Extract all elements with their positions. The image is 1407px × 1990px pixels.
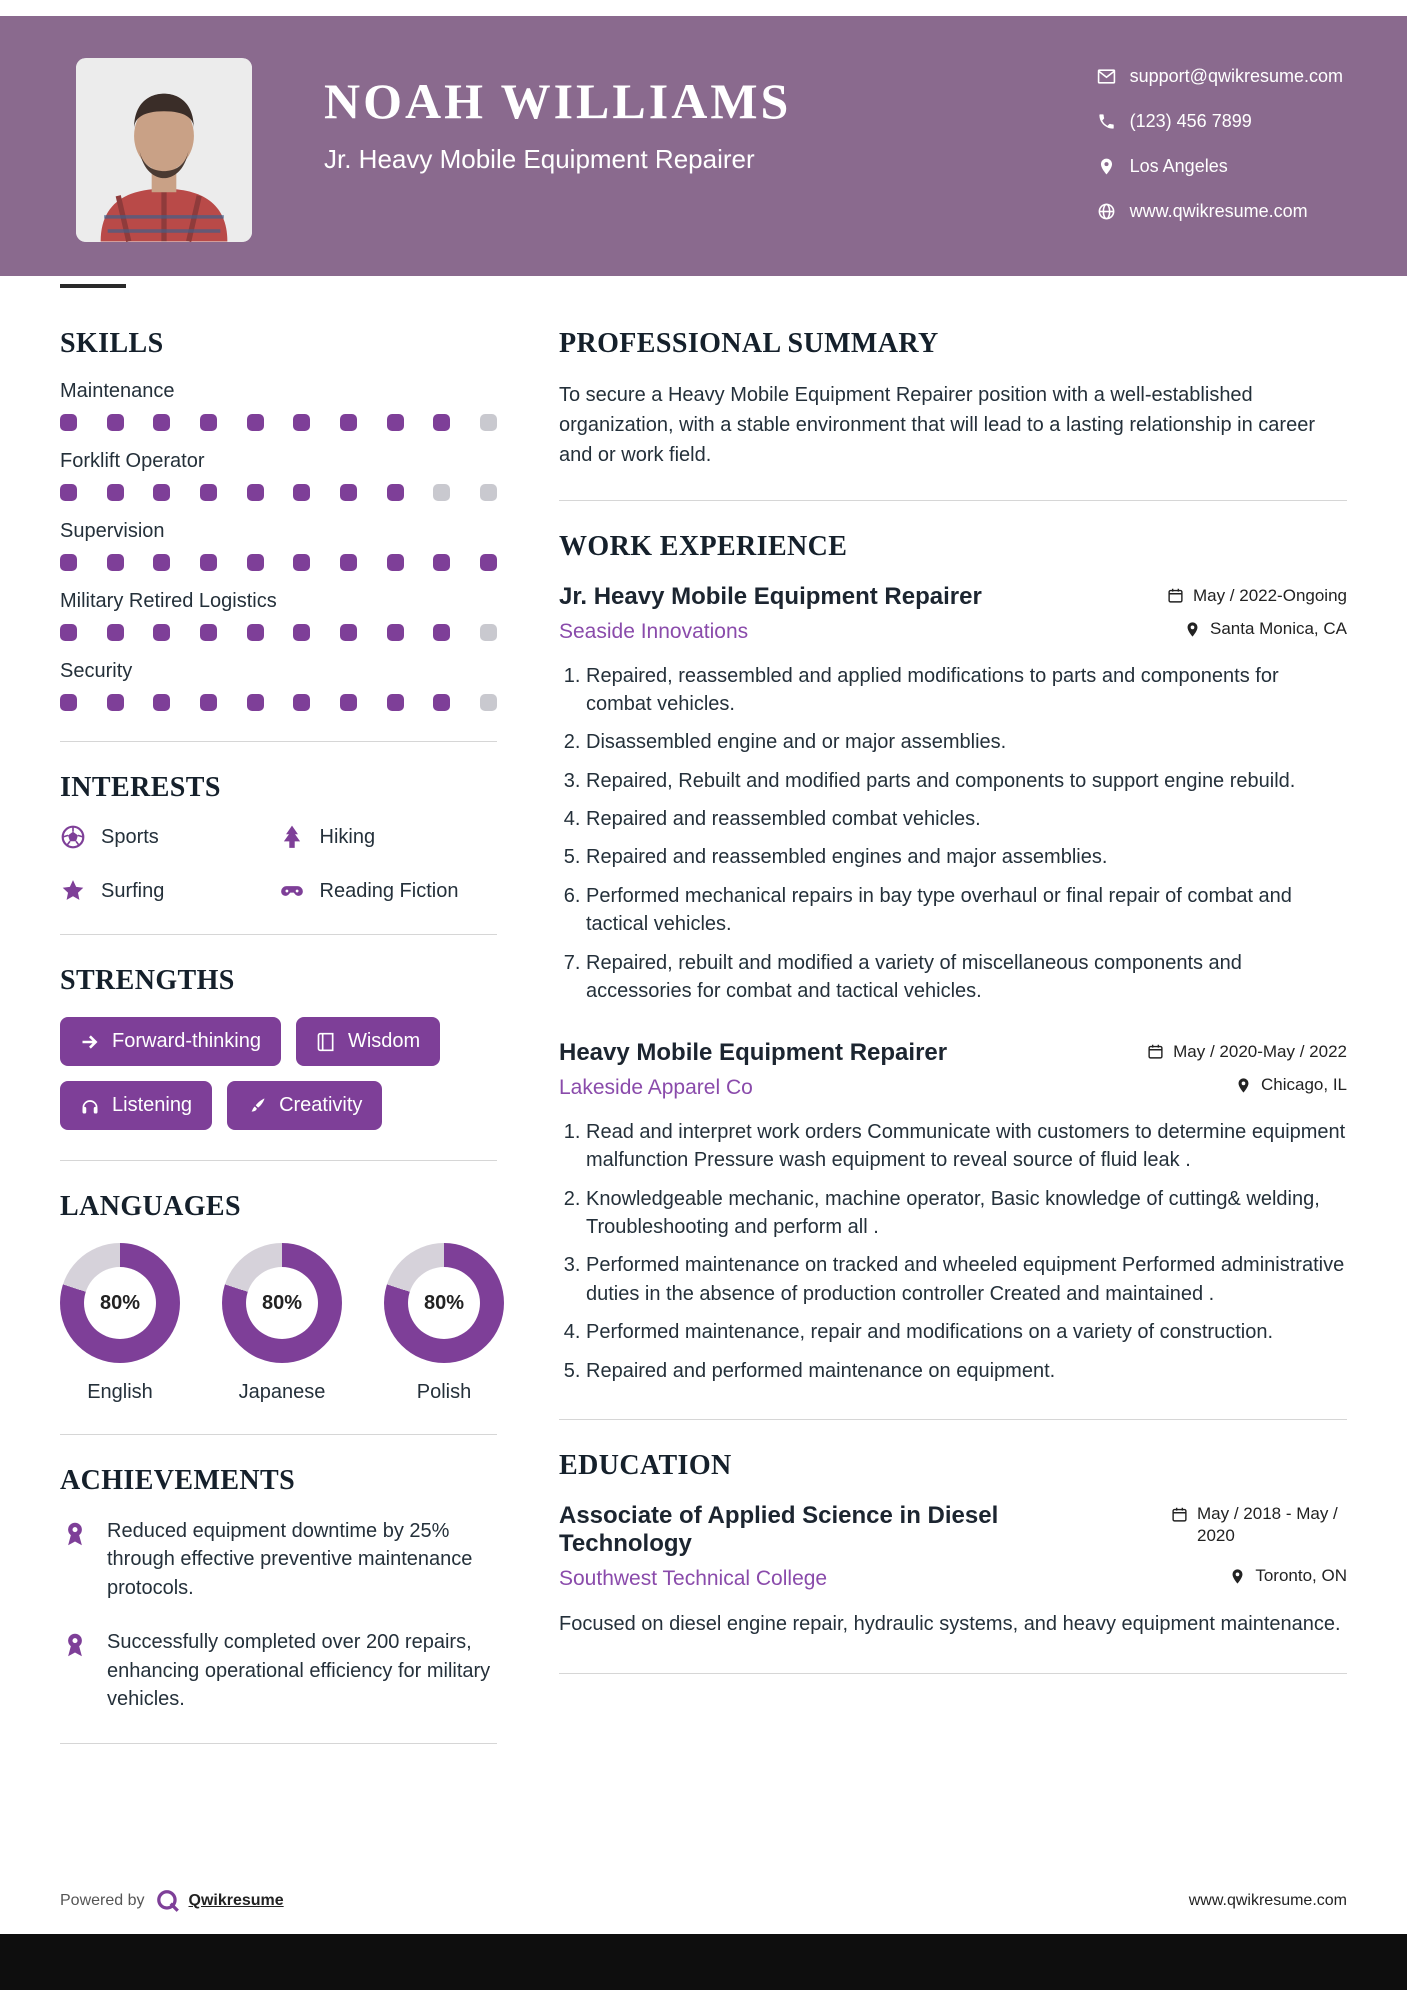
interest-item [279, 878, 498, 904]
rating-square-filled [340, 694, 357, 711]
strength-chip [227, 1081, 382, 1130]
contact-website-text: www.qwikresume.com [1129, 201, 1308, 221]
job-bullet: 7. Repaired, rebuilt and modified a variety of miscellaneous components and accessories for combat and tactical vehicles. [586, 949, 1347, 1006]
language-item [222, 1243, 342, 1404]
rating-square-filled [387, 554, 404, 571]
interest-item [60, 824, 279, 850]
job-bullet-list [559, 662, 1347, 1006]
education-heading: EDUCATION [559, 1450, 732, 1482]
interest-label: Surfing [101, 879, 165, 902]
award-icon [60, 1630, 90, 1660]
job-title: Heavy Mobile Equipment Repairer [559, 1039, 948, 1067]
job-bullet: 1. Read and interpret work orders Communicate with customers to determine equipment malfunction Pressure wash equipment to reveal source of fluid leak . [586, 1118, 1347, 1175]
job-location-text: Santa Monica, CA [1209, 619, 1347, 638]
header-divider-dash [60, 284, 126, 288]
rating-square-filled [293, 414, 310, 431]
rating-square-filled [200, 694, 217, 711]
job-bullet-list [559, 1118, 1347, 1385]
skills-heading: SKILLS [60, 328, 164, 359]
divider [559, 500, 1347, 501]
rating-square-filled [60, 414, 77, 431]
rating-square-empty [480, 694, 497, 711]
school-link[interactable]: Southwest Technical College [559, 1566, 828, 1590]
rating-square-filled [387, 624, 404, 641]
job-bullet: 4. Repaired and reassembled combat vehicles. [586, 805, 1347, 833]
identity-block [324, 72, 791, 175]
interest-item [60, 878, 279, 904]
rating-square-filled [153, 414, 170, 431]
book-icon [316, 1032, 336, 1052]
experience-entry [559, 1039, 1347, 1385]
divider [559, 1419, 1347, 1420]
calendar-icon [1167, 587, 1184, 604]
soccer-ball-icon [60, 824, 86, 850]
skill-rating [60, 624, 497, 641]
contact-location [1097, 156, 1343, 177]
brush-icon [247, 1096, 267, 1116]
skill-rating [60, 484, 497, 501]
footer-site-url: www.qwikresume.com [1188, 1892, 1347, 1909]
headphones-icon [80, 1096, 100, 1116]
job-location [1235, 1075, 1347, 1095]
calendar-icon [1147, 1043, 1164, 1060]
job-bullet: 3. Repaired, Rebuilt and modified parts and components to support engine rebuild. [586, 767, 1347, 795]
education-dates [1171, 1503, 1347, 1547]
rating-square-filled [293, 484, 310, 501]
rating-square-filled [60, 624, 77, 641]
job-bullet: 3. Performed maintenance on tracked and wheeled equipment Performed administrative duties in the absence of production controller Created and maintained . [586, 1251, 1347, 1308]
pin-icon [1184, 621, 1201, 638]
footer [60, 1888, 1347, 1914]
language-donut-chart [60, 1243, 180, 1363]
rating-square-filled [107, 554, 124, 571]
education-location [1229, 1566, 1347, 1586]
rating-square-filled [60, 554, 77, 571]
job-bullet: 4. Performed maintenance, repair and modifications on a variety of construction. [586, 1318, 1347, 1346]
interests-heading: INTERESTS [60, 772, 221, 803]
company-link[interactable]: Seaside Innovations [559, 619, 749, 643]
job-bullet: 6. Performed mechanical repairs in bay type overhaul or final repair of combat and tactical vehicles. [586, 882, 1347, 939]
contact-phone [1097, 111, 1343, 132]
skill-rating [60, 414, 497, 431]
language-percent: 80% [408, 1267, 480, 1339]
achievement-text: Reduced equipment downtime by 25% through effective preventive maintenance protocols. [107, 1520, 473, 1599]
divider [60, 934, 497, 935]
calendar-icon [1171, 1506, 1188, 1523]
languages-row [60, 1243, 497, 1404]
job-bullet: 2. Disassembled engine and or major assemblies. [586, 728, 1347, 756]
rating-square-filled [153, 484, 170, 501]
job-dates-text: May / 2022-Ongoing [1192, 585, 1347, 605]
rating-square-filled [387, 694, 404, 711]
pine-tree-icon [279, 824, 305, 850]
rating-square-filled [293, 554, 310, 571]
rating-square-filled [200, 484, 217, 501]
skill-label: Forklift Operator [60, 450, 205, 472]
globe-icon [1097, 202, 1116, 221]
job-dates [1147, 1042, 1347, 1062]
job-bullet: 2. Knowledgeable mechanic, machine operator, Basic knowledge of cutting& welding, Troubleshooting and perform all . [586, 1185, 1347, 1242]
rating-square-filled [247, 554, 264, 571]
achievement-text: Successfully completed over 200 repairs, enhancing operational efficiency for military vehicles. [107, 1631, 491, 1710]
languages-heading: LANGUAGES [60, 1191, 241, 1222]
strengths-heading: STRENGTHS [60, 965, 235, 996]
achievement-item [60, 1628, 497, 1713]
game-controller-icon [279, 878, 305, 904]
interest-label: Reading Fiction [319, 879, 459, 902]
strength-chip [60, 1017, 281, 1066]
rating-square-filled [340, 484, 357, 501]
rating-square-empty [433, 484, 450, 501]
language-item [384, 1243, 504, 1404]
skill-label: Supervision [60, 520, 165, 542]
summary-text: To secure a Heavy Mobile Equipment Repairer position with a well-established organization, with a stable environment that will lead to a lasting relationship in career and or work field. [559, 384, 1315, 466]
job-bullet: 5. Repaired and reassembled engines and major assemblies. [586, 843, 1347, 871]
rating-square-filled [247, 624, 264, 641]
rating-square-filled [433, 414, 450, 431]
rating-square-filled [387, 484, 404, 501]
rating-square-filled [480, 554, 497, 571]
strength-chip [60, 1081, 212, 1130]
job-location-text: Chicago, IL [1261, 1075, 1347, 1095]
contact-website [1097, 201, 1343, 222]
avatar-illustration [76, 58, 252, 242]
language-donut-chart [384, 1243, 504, 1363]
left-column [60, 328, 497, 1774]
divider [60, 741, 497, 742]
bottom-bar [0, 1934, 1407, 1990]
qwikresume-link[interactable]: Qwikresume [188, 1892, 284, 1909]
rating-square-filled [107, 624, 124, 641]
strength-label: Creativity [279, 1094, 363, 1116]
experience-entry [559, 583, 1347, 1005]
divider [60, 1743, 497, 1744]
skill-rating [60, 694, 497, 711]
rating-square-filled [387, 414, 404, 431]
person-title: Jr. Heavy Mobile Equipment Repairer [324, 144, 755, 174]
interest-item [279, 824, 498, 850]
rating-square-filled [153, 694, 170, 711]
contact-list [1097, 66, 1343, 222]
rating-square-filled [200, 624, 217, 641]
rating-square-filled [107, 414, 124, 431]
skill-item [60, 590, 497, 641]
language-item [60, 1243, 180, 1404]
profile-photo [76, 58, 252, 242]
powered-by-label: Powered by [60, 1892, 145, 1909]
education-dates-text: May / 2018 - May / 2020 [1197, 1504, 1338, 1546]
contact-phone-text: (123) 456 7899 [1129, 111, 1252, 131]
rating-square-filled [340, 414, 357, 431]
job-dates-text: May / 2020-May / 2022 [1173, 1041, 1347, 1061]
rating-square-filled [433, 554, 450, 571]
rating-square-filled [340, 554, 357, 571]
education-location-text: Toronto, ON [1255, 1566, 1347, 1586]
rating-square-filled [60, 484, 77, 501]
divider [60, 1160, 497, 1161]
rating-square-filled [200, 414, 217, 431]
header [0, 16, 1407, 276]
rating-square-filled [247, 484, 264, 501]
company-link[interactable]: Lakeside Apparel Co [559, 1075, 753, 1099]
rating-square-filled [107, 484, 124, 501]
right-column [559, 328, 1347, 1774]
rating-square-filled [153, 624, 170, 641]
arrow-right-icon [80, 1032, 100, 1052]
rating-square-filled [247, 694, 264, 711]
job-bullet: 5. Repaired and performed maintenance on equipment. [586, 1357, 1347, 1385]
rating-square-filled [293, 624, 310, 641]
star-icon [60, 878, 86, 904]
skill-item [60, 380, 497, 431]
strength-label: Listening [112, 1094, 193, 1116]
skill-item [60, 660, 497, 711]
language-label: English [87, 1381, 153, 1403]
contact-email-text: support@qwikresume.com [1129, 66, 1343, 86]
pin-icon [1229, 1568, 1246, 1585]
rating-square-empty [480, 414, 497, 431]
rating-square-filled [247, 414, 264, 431]
content [0, 276, 1407, 1774]
divider [60, 1434, 497, 1435]
strength-chip [296, 1017, 440, 1066]
phone-icon [1097, 112, 1116, 131]
job-bullet: 1. Repaired, reassembled and applied modifications to parts and components for combat vehicles. [586, 662, 1347, 719]
rating-square-filled [200, 554, 217, 571]
rating-square-filled [340, 624, 357, 641]
location-icon [1097, 157, 1116, 176]
language-label: Japanese [238, 1381, 326, 1403]
interests-grid [60, 824, 497, 904]
skill-item [60, 450, 497, 501]
interest-label: Sports [101, 825, 159, 848]
language-donut-chart [222, 1243, 342, 1363]
job-dates [1167, 586, 1347, 606]
rating-square-filled [433, 624, 450, 641]
skill-item [60, 520, 497, 571]
qwikresume-logo-icon [155, 1888, 181, 1914]
rating-square-filled [153, 554, 170, 571]
interest-label: Hiking [319, 825, 376, 848]
pin-icon [1235, 1077, 1252, 1094]
strength-label: Forward-thinking [112, 1030, 261, 1052]
achievements-heading: ACHIEVEMENTS [60, 1465, 296, 1496]
strength-label: Wisdom [347, 1030, 421, 1052]
contact-email [1097, 66, 1343, 87]
experience-heading: WORK EXPERIENCE [559, 531, 848, 562]
language-label: Polish [416, 1381, 472, 1403]
rating-square-empty [480, 624, 497, 641]
language-percent: 80% [246, 1267, 318, 1339]
rating-square-filled [433, 694, 450, 711]
rating-square-filled [60, 694, 77, 711]
strengths-chips [60, 1017, 497, 1130]
education-entry [559, 1502, 1347, 1639]
rating-square-empty [480, 484, 497, 501]
achievement-item [60, 1517, 497, 1602]
rating-square-filled [107, 694, 124, 711]
degree-title: Associate of Applied Science in Diesel Technology [559, 1502, 999, 1558]
skill-label: Security [60, 660, 133, 682]
divider [559, 1673, 1347, 1674]
person-name: NOAH WILLIAMS [324, 73, 792, 129]
skill-label: Maintenance [60, 380, 175, 402]
rating-square-filled [293, 694, 310, 711]
language-percent: 80% [84, 1267, 156, 1339]
contact-location-text: Los Angeles [1129, 156, 1228, 176]
job-title: Jr. Heavy Mobile Equipment Repairer [559, 583, 982, 610]
email-icon [1097, 67, 1116, 86]
job-location [1184, 619, 1347, 639]
award-icon [60, 1519, 90, 1549]
summary-heading: PROFESSIONAL SUMMARY [559, 328, 939, 359]
skill-rating [60, 554, 497, 571]
education-description: Focused on diesel engine repair, hydraulic systems, and heavy equipment maintenance. [559, 1612, 1341, 1635]
skill-label: Military Retired Logistics [60, 590, 277, 612]
